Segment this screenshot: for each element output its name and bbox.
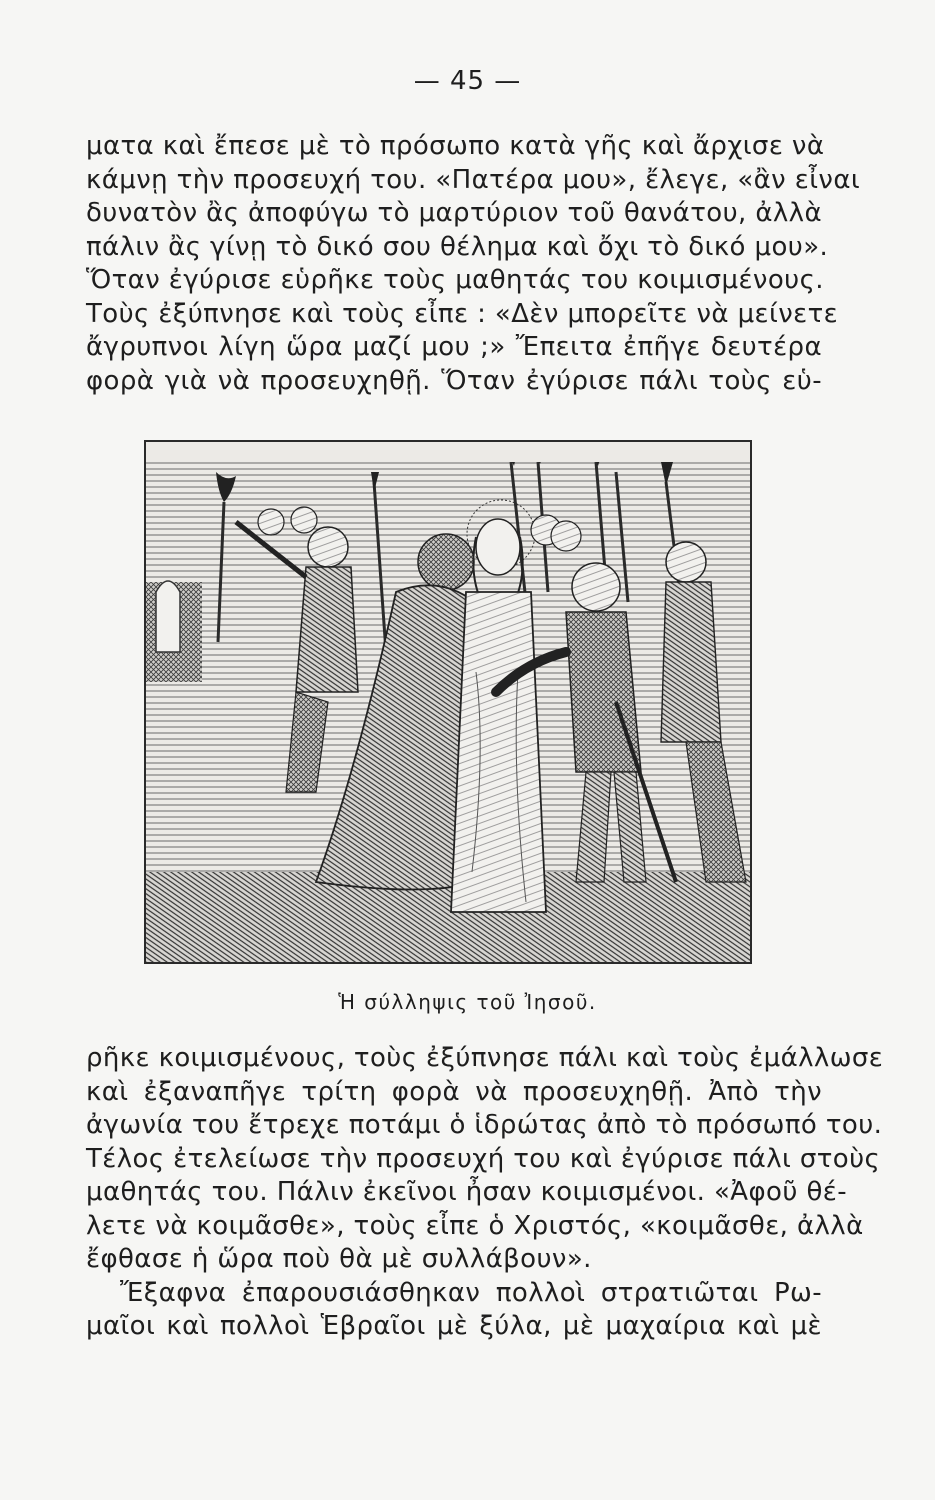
- text-line: ἀγωνία του ἔτρεχε ποτάμι ὁ ἱδρώτας ἀπὸ τὸ πρόσωπό του.: [86, 1110, 883, 1140]
- text-line: Τέλος ἐτελείωσε τὴν προσευχή του καὶ ἐγύρισε πάλι στοὺς: [86, 1143, 881, 1174]
- text-line: κάμνῃ τὴν προσευχή του. «Πατέρα μου», ἔλεγε, «ἂν εἶναι: [86, 164, 861, 195]
- text-line: δυνατὸν ἂς ἀποφύγω τὸ μαρτύριον τοῦ θανάτου, ἀλλὰ: [86, 198, 823, 228]
- text-line: ματα καὶ ἔπεσε μὲ τὸ πρόσωπο κατὰ γῆς καὶ ἄρχισε νὰ: [86, 131, 825, 161]
- text-line: λετε νὰ κοιμᾶσθε», τοὺς εἶπε ὁ Χριστός, «κοιμᾶσθε, ἀλλὰ: [86, 1210, 864, 1241]
- text-line: πάλιν ἂς γίνῃ τὸ δικό σου θέλημα καὶ ὄχι τὸ δικό μου».: [86, 231, 829, 262]
- text-line: ρῆκε κοιμισμένους, τοὺς ἐξύπνησε πάλι καὶ τοὺς ἐμάλλωσε: [86, 1043, 884, 1073]
- engraving-illustration: [144, 440, 752, 964]
- page-number: — 45 —: [413, 66, 522, 96]
- top-paragraph: [86, 130, 861, 398]
- text-line: ἄγρυπνοι λίγη ὥρα μαζί μου ;» Ἔπειτα ἐπῆγε δευτέρα: [86, 332, 822, 362]
- text-line: μαῖοι καὶ πολλοὶ Ἑβραῖοι μὲ ξύλα, μὲ μαχαίρια καὶ μὲ: [86, 1311, 822, 1341]
- text-line: Ὅταν ἐγύρισε εὑρῆκε τοὺς μαθητάς του κοιμισμένους.: [86, 265, 824, 295]
- text-line: Ἔξαφνα ἐπαρουσιάσθηκαν πολλοὶ στρατιῶται Ρω-: [120, 1277, 822, 1308]
- text-line: Τοὺς ἐξύπνησε καὶ τοὺς εἶπε : «Δὲν μπορεῖτε νὰ μείνετε: [86, 298, 839, 329]
- text-line: ἔφθασε ἡ ὥρα ποὺ θὰ μὲ συλλάβουν».: [86, 1244, 592, 1274]
- text-line: φορὰ γιὰ νὰ προσευχηθῇ. Ὅταν ἐγύρισε πάλι τοὺς εὑ-: [86, 365, 822, 396]
- bottom-paragraph: [86, 1042, 884, 1344]
- illustration-caption: Ἡ σύλληψις τοῦ Ἰησοῦ.: [338, 990, 597, 1014]
- text-line: καὶ ἐξαναπῆγε τρίτη φορὰ νὰ προσευχηθῇ. Ἀπὸ τὴν: [86, 1076, 822, 1107]
- text-line: μαθητάς του. Πάλιν ἐκεῖνοι ἦσαν κοιμισμένοι. «Ἀφοῦ θέ-: [86, 1177, 847, 1207]
